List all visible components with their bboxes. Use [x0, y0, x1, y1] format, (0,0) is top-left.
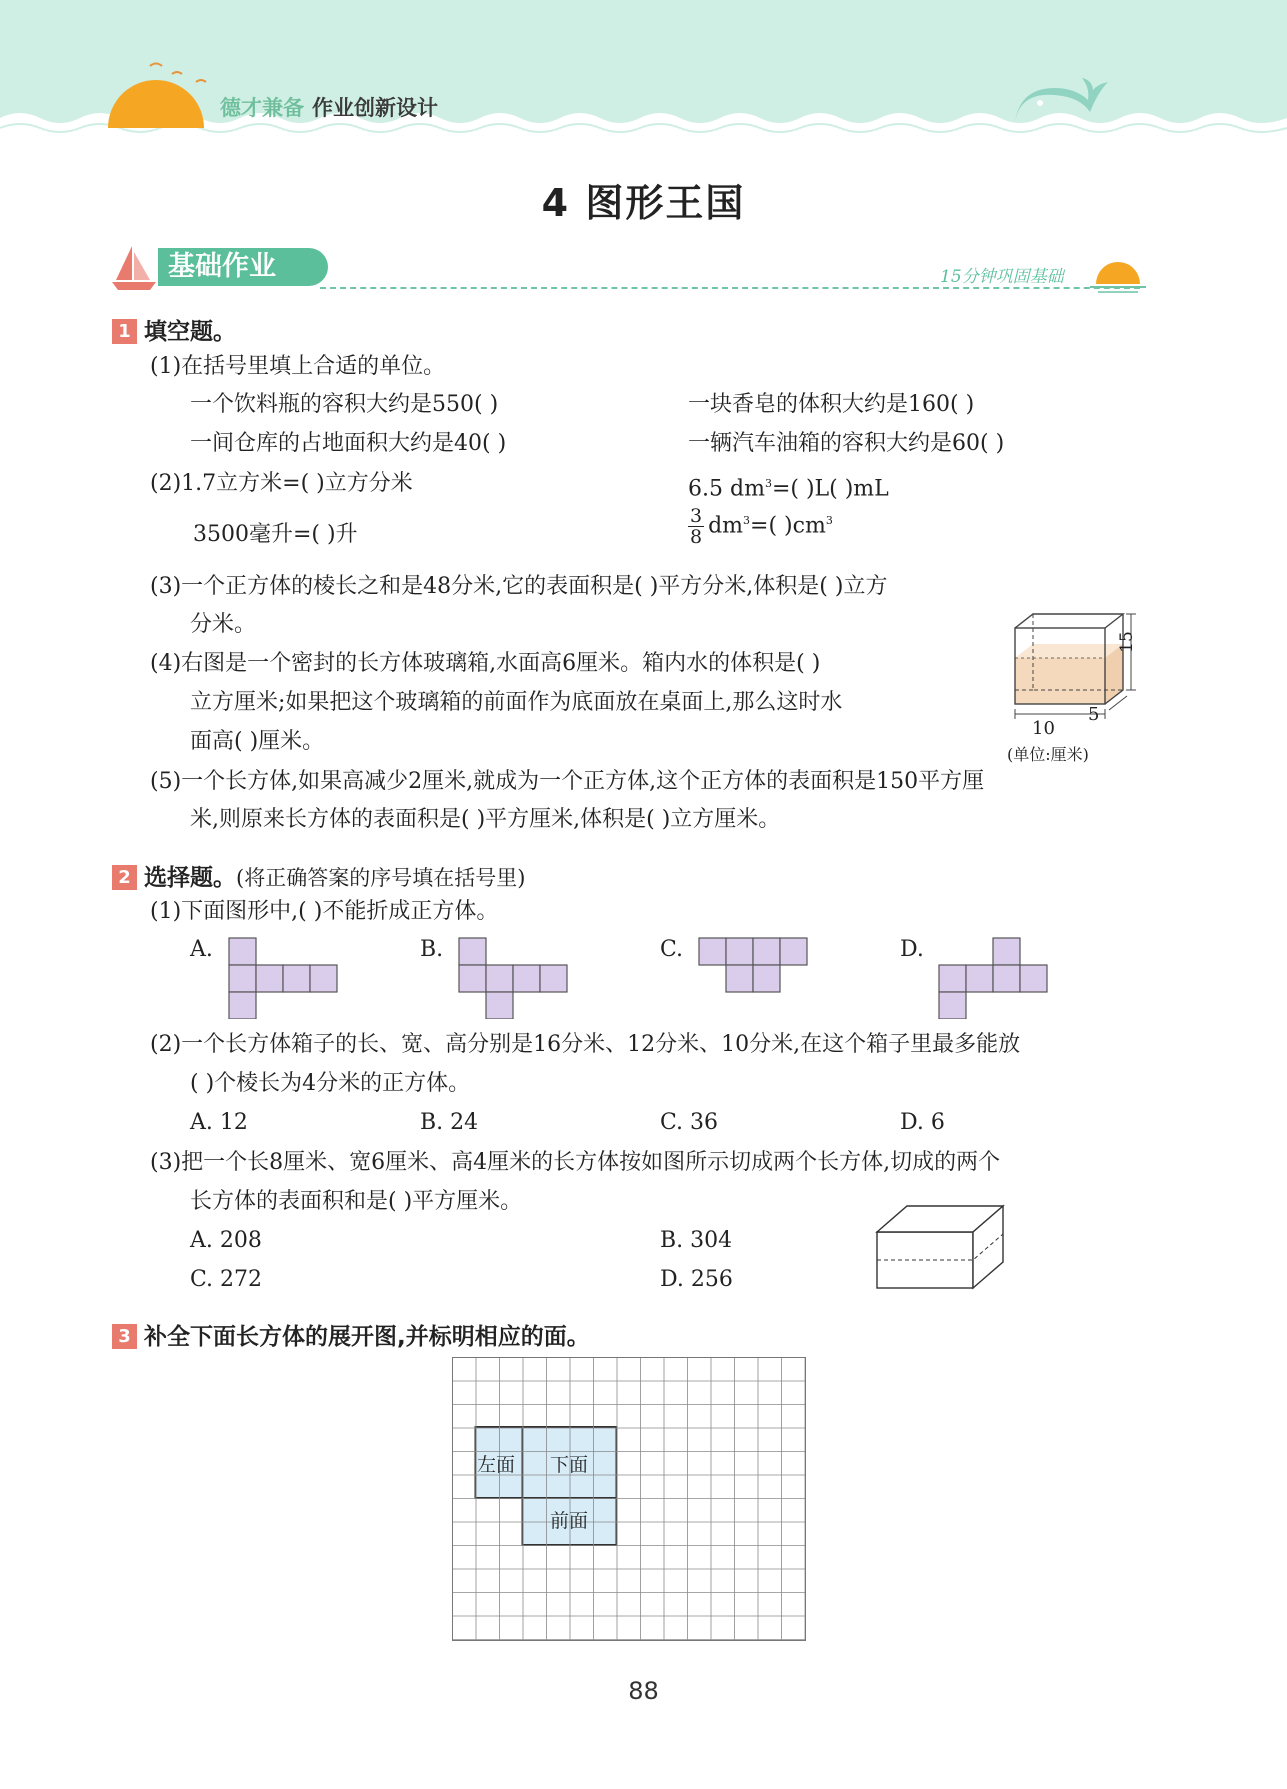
- q2-p3-option-a: A. 208: [190, 1228, 262, 1253]
- q2-p3-option-d: D. 256: [660, 1267, 733, 1292]
- brand: [220, 92, 438, 122]
- fraction-denominator: 8: [690, 526, 703, 548]
- q2-number: 2: [112, 865, 137, 890]
- q1-p4-line2: 立方厘米;如果把这个玻璃箱的前面作为底面放在桌面上,那么这时水: [190, 690, 843, 715]
- net-d: [938, 937, 1048, 1019]
- q3-heading: [112, 1318, 590, 1351]
- box-top: [1015, 614, 1123, 628]
- q1-p2-d-mid: =( )cm: [750, 513, 826, 539]
- q2-heading-text: 选择题。: [144, 865, 236, 891]
- q1-p2-c: 3500毫升=( )升: [193, 522, 358, 547]
- face-front-label: 前面: [550, 1510, 589, 1532]
- q1-heading-text: 填空题。: [144, 319, 236, 345]
- header-band: [0, 0, 1287, 150]
- q2-p2-option-b: B. 24: [420, 1110, 479, 1135]
- grid-paper: [452, 1357, 807, 1642]
- q1-p2-d: [688, 506, 833, 547]
- box-length-label: 10: [1032, 718, 1055, 739]
- box-width-label: 5: [1088, 704, 1100, 725]
- sup-3: 3: [743, 514, 751, 528]
- brand-left: 德才兼备: [220, 96, 304, 120]
- sup-3: 3: [825, 514, 833, 528]
- water-top: [1015, 644, 1123, 658]
- q1-p3-line1: (3)一个正方体的棱长之和是48分米,它的表面积是( )平方分米,体积是( )立方: [150, 574, 888, 599]
- q2-p3-option-b: B. 304: [660, 1228, 733, 1253]
- q2-p2-option-d: D. 6: [900, 1110, 945, 1135]
- q1-heading: [112, 313, 236, 346]
- q1-p2-a: (2)1.7立方米=( )立方分米: [150, 471, 413, 496]
- net-a: [228, 937, 338, 1019]
- q1-p1-label: (1)在括号里填上合适的单位。: [150, 354, 446, 379]
- q2-heading-note: (将正确答案的序号填在括号里): [236, 866, 526, 890]
- q1-p2-b-pre: 6.5 dm: [688, 476, 765, 502]
- section-note: 15分钟巩固基础: [940, 267, 1064, 287]
- q2-p2-option-a: A. 12: [190, 1110, 248, 1135]
- q2-p2-line2: ( )个棱长为4分米的正方体。: [190, 1071, 471, 1096]
- box-height-label: 15: [1116, 631, 1137, 653]
- q1-number: 1: [112, 319, 137, 344]
- section-divider: [320, 287, 1140, 289]
- page-title: 4 图形王国: [541, 181, 746, 225]
- face-left-label: 左面: [477, 1454, 516, 1476]
- box-unit-label: (单位:厘米): [1007, 745, 1089, 764]
- fraction-numerator: 3: [690, 505, 703, 527]
- q2-p1-option-b: B.: [420, 937, 444, 962]
- net-c: [698, 937, 808, 993]
- sunset-icon: [1090, 254, 1146, 294]
- q1-p5-line2: 米,则原来长方体的表面积是( )平方厘米,体积是( )立方厘米。: [190, 807, 781, 832]
- face-bottom-label: 下面: [550, 1454, 589, 1476]
- q2-p3-line2: 长方体的表面积和是( )平方厘米。: [190, 1189, 523, 1214]
- q1-p3-line2: 分米。: [190, 612, 257, 637]
- q1-p1-a: 一个饮料瓶的容积大约是550( ): [190, 392, 499, 417]
- glass-box-figure: [1005, 596, 1150, 766]
- q1-p4-line3: 面高( )厘米。: [190, 729, 325, 754]
- q2-p3-line1: (3)把一个长8厘米、宽6厘米、高4厘米的长方体按如图所示切成两个长方体,切成的两个: [150, 1150, 1001, 1175]
- section-banner: 基础作业: [158, 248, 328, 286]
- q2-p1-option-a: A.: [190, 937, 213, 962]
- q2-p1: (1)下面图形中,( )不能折成正方体。: [150, 899, 499, 924]
- q1-p4-line1: (4)右图是一个密封的长方体玻璃箱,水面高6厘米。箱内水的体积是( ): [150, 651, 821, 676]
- cut-cuboid-figure: [874, 1202, 1006, 1292]
- q3-number: 3: [112, 1324, 137, 1349]
- water-front: [1015, 658, 1105, 704]
- q1-p1-d: 一辆汽车油箱的容积大约是60( ): [688, 431, 1005, 456]
- q1-p2-b-post: =( )L( )mL: [771, 476, 889, 502]
- sup-3: 3: [764, 477, 772, 490]
- q1-p1-c: 一间仓库的占地面积大约是40( ): [190, 431, 507, 456]
- brand-right: 作业创新设计: [312, 96, 438, 120]
- fraction-3-8: [688, 506, 704, 547]
- q1-p2-b: [688, 470, 889, 503]
- q2-heading: [112, 859, 525, 892]
- q2-p3-option-c: C. 272: [190, 1267, 263, 1292]
- page-number: 88: [628, 1677, 659, 1705]
- sailboat-icon: [110, 242, 160, 292]
- q2-p2-option-c: C. 36: [660, 1110, 719, 1135]
- q1-p1-b: 一块香皂的体积大约是160( ): [688, 392, 975, 417]
- q1-p2-d-pre: dm: [708, 513, 744, 539]
- q2-p1-option-c: C.: [660, 937, 684, 962]
- q2-p1-option-d: D.: [900, 937, 924, 962]
- net-b: [458, 937, 568, 1019]
- q2-p2-line1: (2)一个长方体箱子的长、宽、高分别是16分米、12分米、10分米,在这个箱子里最多能放: [150, 1032, 1021, 1057]
- q3-heading-text: 补全下面长方体的展开图,并标明相应的面。: [144, 1324, 590, 1350]
- q1-p5-line1: (5)一个长方体,如果高减少2厘米,就成为一个正方体,这个正方体的表面积是150平方厘: [150, 769, 985, 794]
